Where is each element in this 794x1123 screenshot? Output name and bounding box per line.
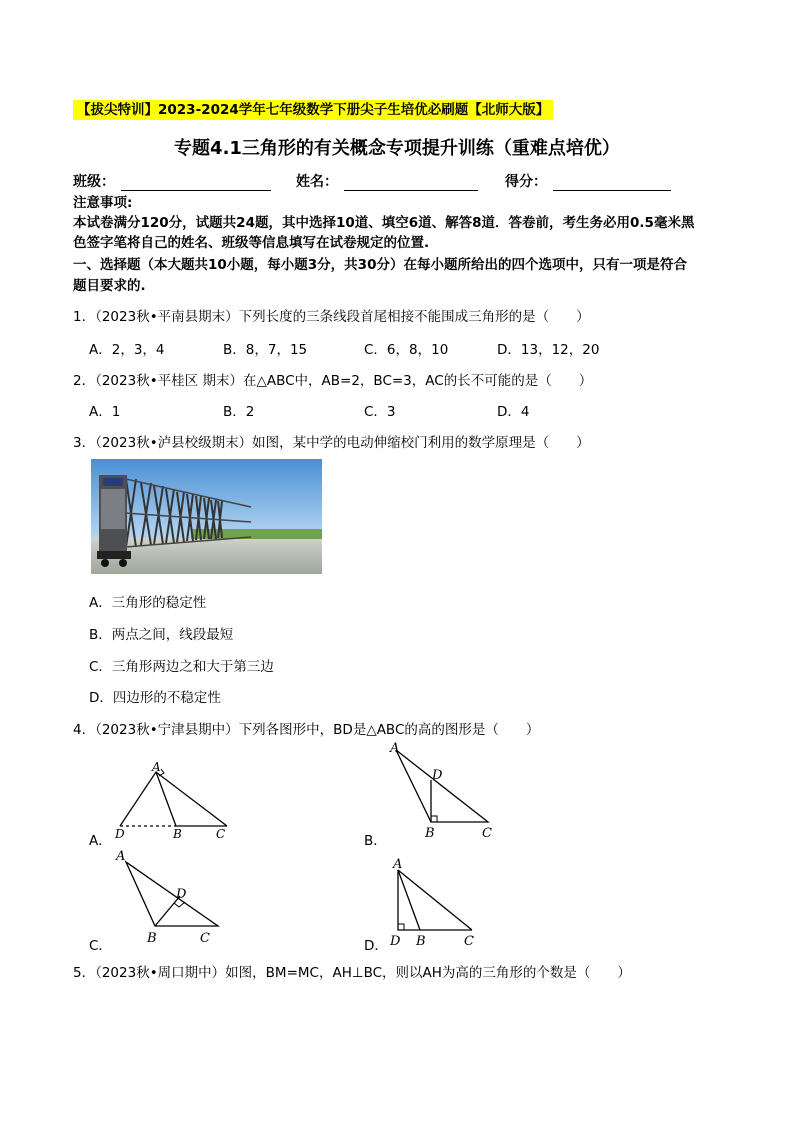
q3-option-c: C．三角形两边之和大于第三边 [89, 659, 274, 675]
section1-line1: 一、选择题（本大题共10小题，每小题3分，共30分）在每小题所给出的四个选项中，只有一项是符合 [73, 257, 687, 273]
q1-option-c: C．6，8，10 [364, 342, 449, 358]
gate-photo [91, 459, 322, 574]
class-label: 班级： [73, 174, 115, 190]
class-blank [121, 176, 271, 191]
q1-option-d: D．13，12，20 [497, 342, 600, 358]
figure-a-label-b: B [173, 827, 182, 841]
name-label: 姓名： [296, 174, 338, 190]
q2-option-c: C．3 [364, 404, 396, 420]
q2-option-a: A．1 [89, 404, 121, 420]
notice-line1: 本试卷满分120分，试题共24题，其中选择10道、填空6道、解答8道．答卷前，考生务必用0.5毫米黑 [73, 215, 695, 231]
q1-option-b: B．8，7，15 [223, 342, 308, 358]
question-5-stem: 5．（2023秋•周口期中）如图，BM=MC，AH⊥BC，则以AH为高的三角形的个数是（ ） [73, 965, 631, 981]
q2-option-b: B．2 [223, 404, 255, 420]
score-field [505, 171, 671, 191]
figure-b-label-a: A [390, 741, 400, 756]
figure-b-label-c: C [482, 826, 492, 841]
q4-option-d: D． [364, 938, 388, 954]
class-field [73, 171, 271, 191]
score-label: 得分： [505, 174, 547, 190]
figure-b-label-d: D [432, 768, 443, 783]
q3-option-b: B．两点之间，线段最短 [89, 627, 234, 643]
figure-c-label-a: A [116, 849, 126, 864]
figure-b [385, 740, 505, 842]
question-1-stem: 1．（2023秋•平南县期末）下列长度的三条线段首尾相接不能围成三角形的是（ ） [73, 309, 590, 325]
figure-c-label-c: C [200, 931, 210, 946]
name-field [296, 171, 478, 191]
name-blank [344, 176, 478, 191]
figure-b-label-b: B [425, 826, 435, 841]
figure-a-label-d: D [115, 827, 125, 841]
q3-option-a: A．三角形的稳定性 [89, 595, 207, 611]
figure-d-label-c: C [464, 934, 474, 948]
q3-option-d: D．四边形的不稳定性 [89, 690, 221, 706]
notice-line2: 色签字笔将自己的姓名、班级等信息填写在试卷规定的位置. [73, 235, 430, 251]
q2-option-d: D．4 [497, 404, 530, 420]
figure-c-label-d: D [176, 887, 187, 902]
notice-heading: 注意事项: [73, 195, 133, 211]
figure-d-label-b: B [416, 934, 426, 948]
page-title: 专题4.1三角形的有关概念专项提升训练（重难点培优） [174, 138, 620, 159]
q4-option-b: B． [364, 833, 387, 849]
figure-a-label-c: C [216, 827, 226, 841]
section1-line2: 题目要求的. [73, 278, 146, 294]
question-3-stem: 3．（2023秋•泸县校级期末）如图，某中学的电动伸缩校门利用的数学原理是（ ） [73, 435, 590, 451]
score-blank [553, 176, 671, 191]
banner: 【拔尖特训】2023-2024学年七年级数学下册尖子生培优必刷题【北师大版】 [73, 100, 553, 120]
question-4-stem: 4．（2023秋•宁津县期中）下列各图形中，BD是△ABC的高的图形是（ ） [73, 722, 540, 738]
figure-d-label-a: A [393, 857, 403, 872]
figure-d [384, 852, 494, 948]
q4-option-a: A． [89, 833, 112, 849]
q4-option-c: C． [89, 938, 112, 954]
figure-a [110, 762, 240, 842]
figure-c [108, 846, 238, 946]
figure-c-label-b: B [147, 931, 157, 946]
figure-d-label-d: D [390, 934, 401, 948]
question-2-stem: 2．（2023秋•平桂区 期末）在△ABC中，AB=2，BC=3，AC的长不可能的是（ ） [73, 373, 593, 389]
figure-a-label-a: A [152, 762, 161, 774]
q1-option-a: A．2，3，4 [89, 342, 165, 358]
